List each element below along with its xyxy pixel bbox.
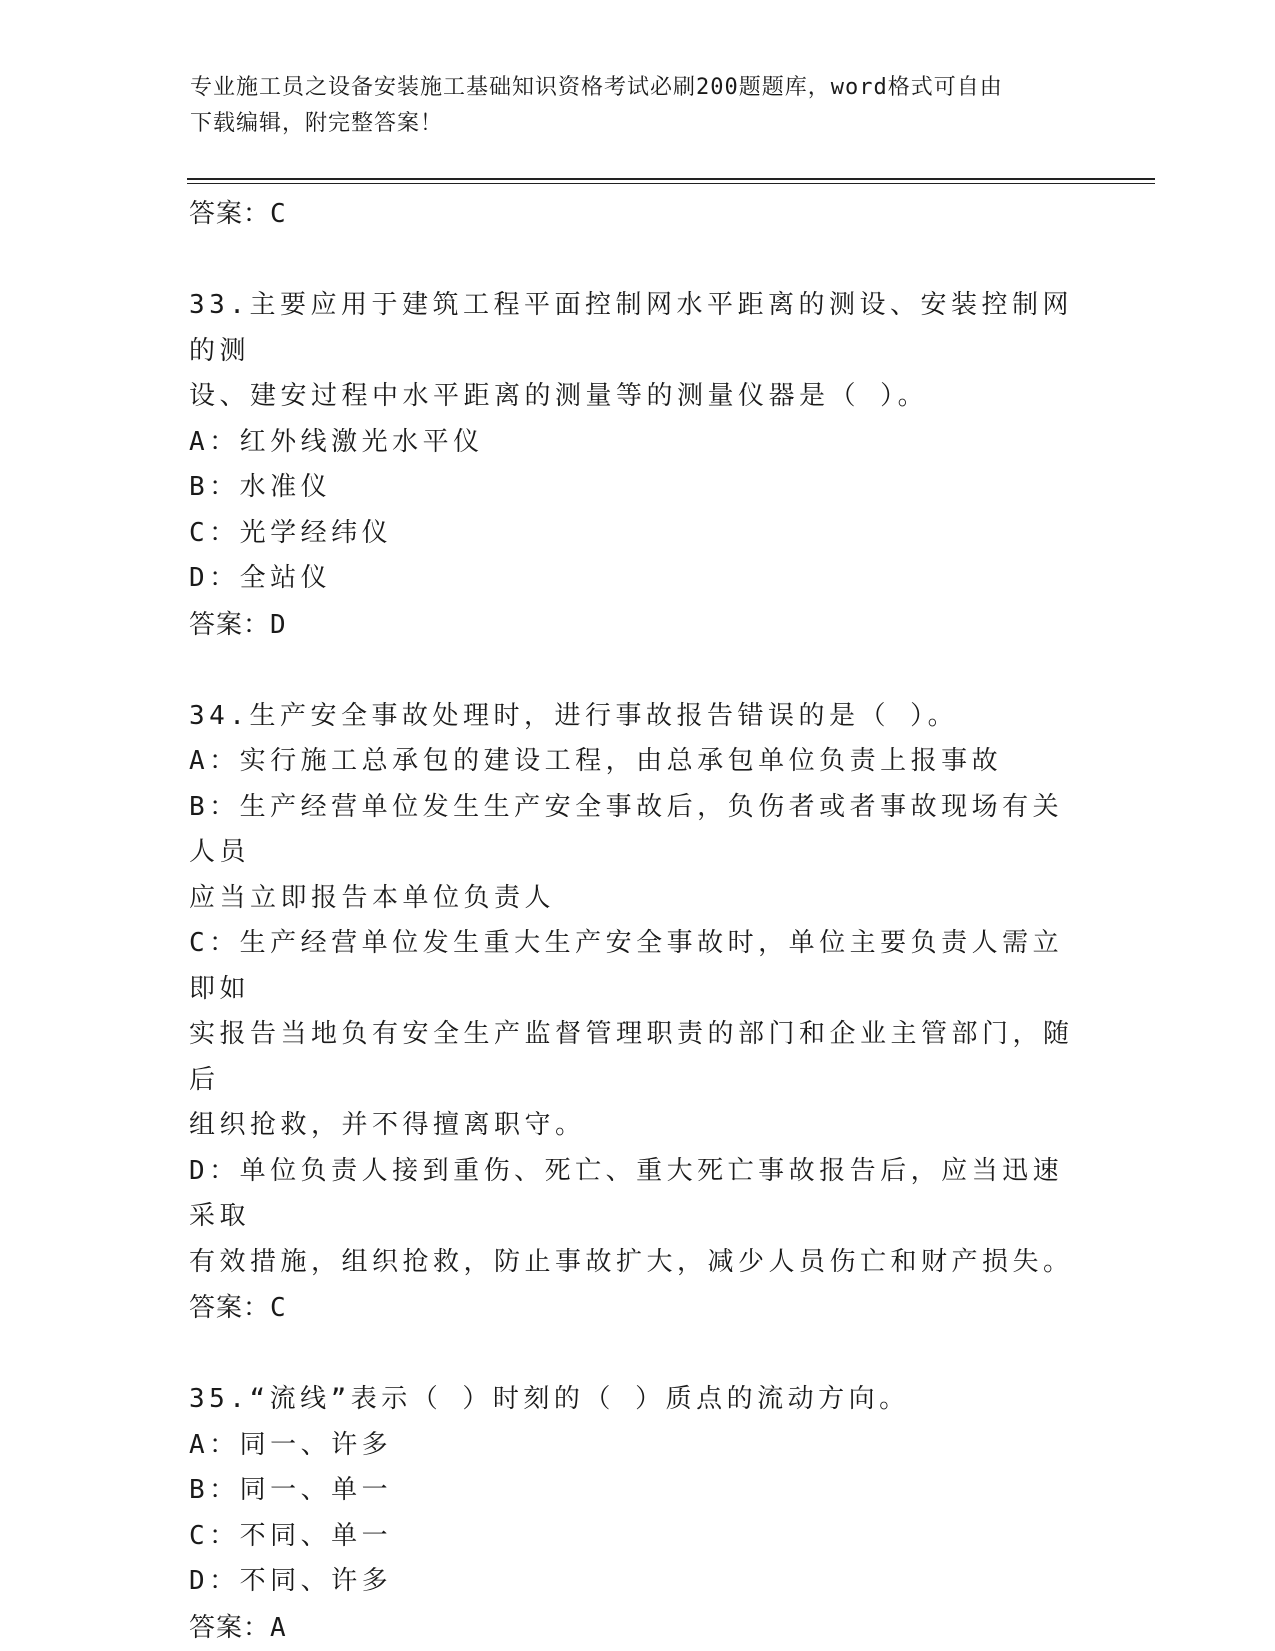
option-a: A：同一、许多 [189, 1429, 393, 1460]
option-c: C：不同、单一 [189, 1520, 393, 1551]
answer-line: 答案：D [189, 609, 287, 640]
question-stem: 设、建安过程中水平距离的测量等的测量仪器是（ ）。 [189, 381, 929, 411]
answer-line: 答案：A [189, 1612, 287, 1643]
header-line-2: 下载编辑，附完整答案！ [190, 111, 444, 136]
option-b: B：水准仪 [189, 472, 332, 502]
option-c: C：光学经纬仪 [189, 517, 393, 548]
option-d: D：不同、许多 [189, 1566, 393, 1596]
option-d: D：单位负责人接到重伤、死亡、重大死亡事故报告后，应当迅速采取 [189, 1155, 1064, 1231]
question-stem: 33.主要应用于建筑工程平面控制网水平距离的测设、安装控制网的测 [189, 290, 1073, 366]
question-block [189, 283, 1089, 648]
option-b: B：生产经营单位发生生产安全事故后，负伤者或者事故现场有关人员 [189, 791, 1064, 867]
question-list [189, 188, 1089, 1651]
option-a: A：红外线激光水平仪 [189, 426, 484, 457]
option-c: 实报告当地负有安全生产监督管理职责的部门和企业主管部门，随后 [189, 1019, 1074, 1095]
question-block [189, 694, 1089, 1332]
header-rule-thick [187, 178, 1155, 180]
option-b: B：同一、单一 [189, 1475, 393, 1505]
question-stem: 34.生产安全事故处理时，进行事故报告错误的是（ ）。 [189, 700, 959, 731]
option-d: D：全站仪 [189, 563, 332, 593]
option-b: 应当立即报告本单位负责人 [189, 882, 556, 913]
option-c: 组织抢救，并不得擅离职守。 [189, 1110, 586, 1140]
answer-line: 答案：C [189, 199, 287, 229]
option-a: A：实行施工总承包的建设工程，由总承包单位负责上报事故 [189, 746, 1003, 776]
header-rule-thin [187, 183, 1155, 184]
option-c: C：生产经营单位发生重大生产安全事故时，单位主要负责人需立即如 [189, 928, 1064, 1004]
document-header [190, 70, 1090, 142]
question-stem: 35.“流线”表示（ ）时刻的（ ）质点的流动方向。 [189, 1384, 910, 1414]
header-line-1: 专业施工员之设备安装施工基础知识资格考试必刷200题题库，word格式可自由 [190, 75, 1003, 100]
answer-line: 答案：C [189, 1293, 287, 1323]
option-d: 有效措施，组织抢救，防止事故扩大，减少人员伤亡和财产损失。 [189, 1246, 1074, 1277]
question-block [189, 1377, 1089, 1651]
